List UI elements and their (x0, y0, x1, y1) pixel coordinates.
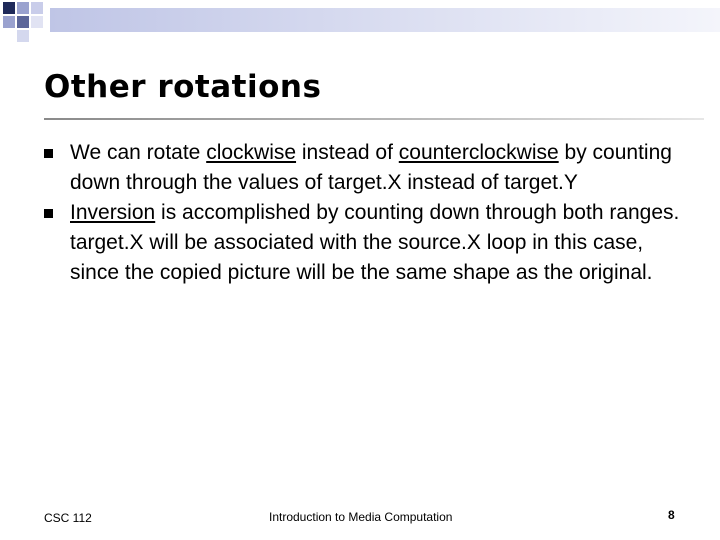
deco-square (31, 2, 43, 14)
underlined-term: clockwise (206, 141, 297, 164)
underlined-term: Inversion (70, 201, 156, 224)
footer-title: Introduction to Media Computation (269, 510, 453, 524)
page-number: 8 (668, 508, 675, 522)
bullet-item (44, 198, 684, 288)
deco-square (17, 16, 29, 28)
deco-square (17, 30, 29, 42)
bullet-list (44, 138, 684, 288)
square-bullet-icon (44, 149, 53, 158)
text-segment: by counting down through the values of target.X instead of target.Y (70, 141, 672, 194)
bullet-item (44, 138, 684, 198)
deco-square (31, 16, 43, 28)
text-segment: is accomplished by counting down through both ranges. target.X will be associated with the source.X loop in this case, since the copied picture will be the same shape as the original. (70, 201, 680, 284)
header-band (50, 8, 720, 32)
bullet-text (70, 141, 672, 194)
title-underline (44, 118, 704, 120)
underlined-term: counterclockwise (398, 141, 559, 164)
text-segment: We can rotate (70, 141, 207, 164)
header-decoration (0, 0, 720, 48)
text-segment: instead of (296, 141, 399, 164)
footer-course: CSC 112 (44, 511, 92, 525)
deco-square (3, 2, 15, 14)
slide-title: Other rotations (44, 69, 322, 105)
bullet-text (70, 201, 679, 284)
deco-square (3, 16, 15, 28)
deco-square (17, 2, 29, 14)
square-bullet-icon (44, 209, 53, 218)
